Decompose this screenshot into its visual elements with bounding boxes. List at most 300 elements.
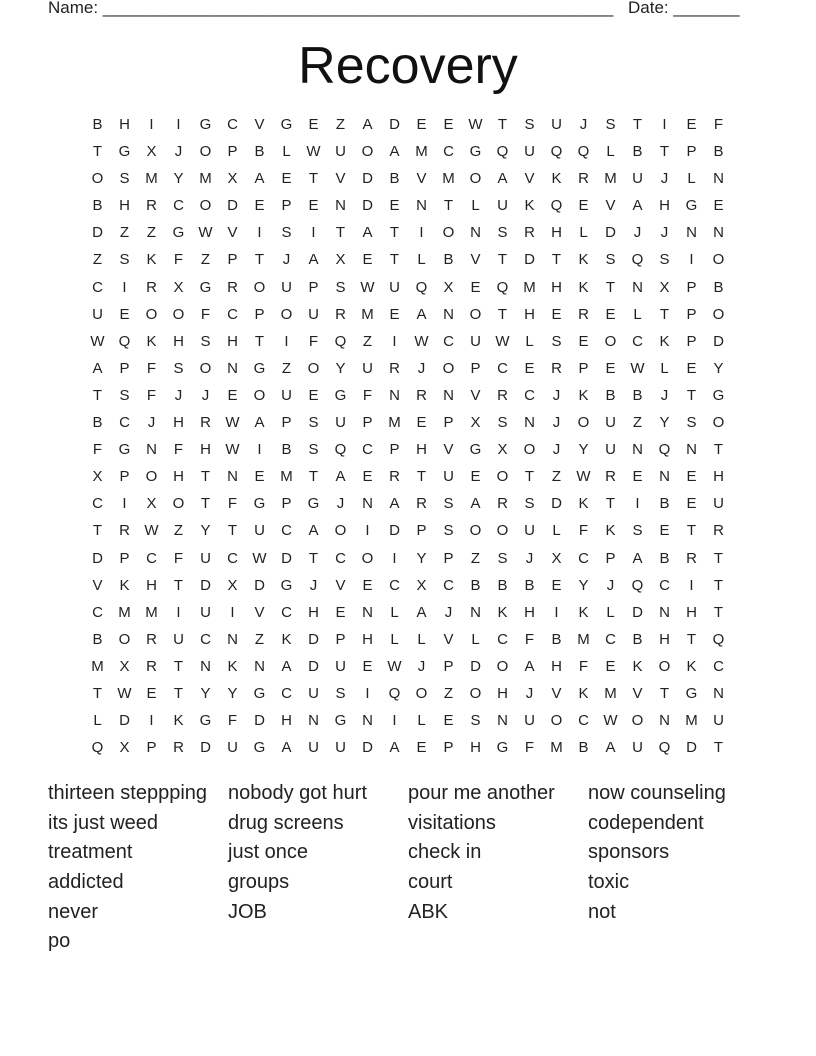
word-list-item: codependent bbox=[588, 811, 704, 834]
grid-letter: G bbox=[253, 359, 266, 377]
grid-letter: T bbox=[497, 251, 508, 269]
grid-letter: T bbox=[335, 224, 346, 242]
grid-letter: E bbox=[362, 468, 373, 486]
grid-letter: O bbox=[172, 495, 185, 513]
grid-letter: F bbox=[200, 305, 211, 323]
grid-letter: T bbox=[713, 549, 724, 567]
grid-letter: A bbox=[497, 170, 508, 188]
grid-letter: H bbox=[551, 224, 562, 242]
grid-letter: O bbox=[442, 224, 455, 242]
grid-letter: O bbox=[496, 468, 509, 486]
grid-letter: K bbox=[551, 170, 562, 188]
grid-letter: O bbox=[496, 657, 509, 675]
grid-letter: C bbox=[524, 386, 535, 404]
grid-letter: R bbox=[119, 522, 130, 540]
grid-letter: I bbox=[284, 332, 289, 350]
grid-letter: C bbox=[92, 495, 103, 513]
grid-letter: E bbox=[416, 739, 427, 757]
grid-letter: T bbox=[659, 143, 670, 161]
grid-letter: T bbox=[605, 278, 616, 296]
grid-letter: O bbox=[631, 712, 644, 730]
grid-letter: S bbox=[200, 332, 211, 350]
grid-letter: N bbox=[227, 468, 238, 486]
grid-letter: I bbox=[149, 712, 154, 730]
grid-letter: P bbox=[443, 549, 454, 567]
grid-letter: Q bbox=[550, 197, 563, 215]
grid-letter: F bbox=[227, 712, 238, 730]
grid-letter: S bbox=[335, 684, 346, 702]
grid-letter: U bbox=[470, 332, 481, 350]
grid-letter: A bbox=[605, 739, 616, 757]
grid-letter: O bbox=[253, 278, 266, 296]
grid-letter: L bbox=[282, 143, 291, 161]
grid-letter: C bbox=[227, 305, 238, 323]
grid-letter: E bbox=[362, 657, 373, 675]
grid-letter: Y bbox=[200, 522, 211, 540]
grid-letter: O bbox=[280, 305, 293, 323]
grid-letter: Q bbox=[631, 251, 644, 269]
grid-letter: S bbox=[173, 359, 184, 377]
grid-letter: Z bbox=[92, 251, 103, 269]
grid-letter: Z bbox=[632, 414, 643, 432]
grid-letter: O bbox=[550, 712, 563, 730]
grid-letter: J bbox=[147, 414, 156, 432]
grid-letter: X bbox=[551, 549, 562, 567]
grid-letter: I bbox=[689, 251, 694, 269]
grid-letter: S bbox=[119, 386, 130, 404]
grid-letter: J bbox=[633, 224, 642, 242]
grid-letter: X bbox=[119, 657, 130, 675]
word-list-item: pour me another bbox=[408, 782, 555, 804]
grid-letter: S bbox=[497, 414, 508, 432]
grid-letter: A bbox=[92, 359, 103, 377]
grid-letter: B bbox=[659, 495, 670, 513]
grid-letter: H bbox=[686, 603, 697, 621]
grid-letter: J bbox=[336, 495, 345, 513]
grid-letter: D bbox=[308, 630, 319, 648]
grid-letter: D bbox=[281, 549, 292, 567]
grid-letter: S bbox=[335, 278, 346, 296]
grid-letter: K bbox=[578, 251, 589, 269]
grid-letter: A bbox=[308, 251, 319, 269]
grid-letter: Z bbox=[551, 468, 562, 486]
grid-letter: O bbox=[469, 522, 482, 540]
grid-letter: E bbox=[119, 305, 130, 323]
grid-letter: K bbox=[659, 332, 670, 350]
grid-letter: X bbox=[146, 495, 157, 513]
grid-letter: W bbox=[198, 224, 213, 242]
grid-letter: C bbox=[578, 549, 589, 567]
grid-letter: E bbox=[443, 116, 454, 133]
grid-letter: R bbox=[551, 359, 562, 377]
grid-letter: W bbox=[306, 143, 321, 161]
grid-letter: F bbox=[308, 332, 319, 350]
grid-letter: M bbox=[415, 143, 428, 161]
grid-letter: D bbox=[362, 197, 373, 215]
grid-letter: I bbox=[365, 522, 370, 540]
grid-letter: C bbox=[200, 630, 211, 648]
grid-letter: Z bbox=[443, 684, 454, 702]
grid-letter: E bbox=[362, 576, 373, 594]
grid-letter: E bbox=[416, 116, 427, 133]
grid-letter: B bbox=[470, 576, 481, 594]
grid-letter: O bbox=[253, 386, 266, 404]
grid-letter: O bbox=[442, 359, 455, 377]
grid-letter: H bbox=[173, 468, 184, 486]
grid-letter: T bbox=[173, 657, 184, 675]
grid-letter: R bbox=[389, 359, 400, 377]
grid-letter: R bbox=[227, 278, 238, 296]
word-list bbox=[48, 779, 768, 957]
grid-letter: V bbox=[470, 386, 481, 404]
grid-letter: X bbox=[659, 278, 670, 296]
grid-letter: C bbox=[92, 278, 103, 296]
grid-letter: G bbox=[253, 739, 266, 757]
grid-letter: P bbox=[362, 414, 373, 432]
grid-letter: P bbox=[443, 414, 454, 432]
grid-letter: K bbox=[578, 603, 589, 621]
grid-letter: V bbox=[551, 684, 562, 702]
grid-letter: J bbox=[309, 576, 318, 594]
grid-letter: K bbox=[281, 630, 292, 648]
grid-letter: A bbox=[416, 305, 427, 323]
grid-letter: T bbox=[254, 251, 265, 269]
grid-letter: B bbox=[713, 143, 724, 161]
grid-letter: J bbox=[552, 441, 561, 459]
grid-letter: P bbox=[686, 278, 697, 296]
grid-letter: B bbox=[632, 630, 643, 648]
grid-letter: N bbox=[362, 712, 373, 730]
word-list-item: toxic bbox=[588, 871, 630, 894]
grid-letter: D bbox=[227, 197, 238, 215]
grid-letter: Q bbox=[631, 576, 644, 594]
word-list-item: check in bbox=[408, 841, 482, 864]
grid-letter: T bbox=[713, 603, 724, 621]
grid-letter: U bbox=[254, 522, 265, 540]
grid-letter: P bbox=[119, 549, 130, 567]
grid-letter: T bbox=[686, 386, 697, 404]
grid-letter: J bbox=[606, 576, 615, 594]
grid-letter: K bbox=[578, 386, 589, 404]
grid-letter: E bbox=[632, 468, 643, 486]
grid-letter: H bbox=[470, 739, 481, 757]
word-list-item: never bbox=[48, 900, 99, 923]
grid-letter: I bbox=[122, 495, 127, 513]
grid-letter: L bbox=[390, 630, 399, 648]
grid-letter: W bbox=[603, 712, 618, 730]
grid-letter: M bbox=[685, 712, 698, 730]
grid-letter: J bbox=[552, 414, 561, 432]
grid-letter: N bbox=[146, 441, 157, 459]
grid-letter: N bbox=[497, 712, 508, 730]
grid-letter: D bbox=[200, 576, 211, 594]
grid-letter: R bbox=[335, 305, 346, 323]
grid-letter: K bbox=[632, 657, 643, 675]
grid-letter: T bbox=[308, 549, 319, 567]
grid-letter: O bbox=[145, 468, 158, 486]
grid-letter: F bbox=[146, 359, 157, 377]
grid-letter: G bbox=[469, 441, 482, 459]
grid-letter: S bbox=[497, 549, 508, 567]
grid-letter: H bbox=[308, 603, 319, 621]
grid-letter: L bbox=[417, 251, 426, 269]
grid-letter: N bbox=[389, 386, 400, 404]
grid-letter: B bbox=[389, 170, 400, 188]
grid-letter: P bbox=[686, 332, 697, 350]
word-list-item: treatment bbox=[48, 841, 133, 864]
grid-letter: K bbox=[578, 495, 589, 513]
grid-letter: U bbox=[524, 522, 535, 540]
grid-letter: O bbox=[415, 684, 428, 702]
grid-letter: S bbox=[686, 414, 697, 432]
grid-letter: I bbox=[257, 224, 262, 242]
grid-letter: X bbox=[92, 468, 103, 486]
grid-letter: S bbox=[119, 251, 130, 269]
grid-letter: O bbox=[199, 197, 212, 215]
grid-letter: A bbox=[632, 549, 643, 567]
grid-letter: D bbox=[551, 495, 562, 513]
grid-letter: M bbox=[145, 170, 158, 188]
grid-letter: I bbox=[392, 712, 397, 730]
grid-letter: B bbox=[578, 739, 589, 757]
grid-letter: N bbox=[686, 441, 697, 459]
grid-letter: T bbox=[659, 305, 670, 323]
grid-letter: U bbox=[335, 657, 346, 675]
grid-letter: Z bbox=[362, 332, 373, 350]
grid-letter: S bbox=[308, 414, 319, 432]
grid-letter: L bbox=[552, 522, 561, 540]
grid-letter: Z bbox=[470, 549, 481, 567]
grid-letter: W bbox=[225, 414, 240, 432]
grid-letter: M bbox=[550, 739, 563, 757]
grid-letter: O bbox=[469, 170, 482, 188]
grid-letter: F bbox=[578, 657, 589, 675]
grid-letter: C bbox=[605, 630, 616, 648]
grid-letter: L bbox=[93, 712, 102, 730]
grid-letter: O bbox=[523, 441, 536, 459]
grid-letter: Q bbox=[577, 143, 590, 161]
grid-letter: O bbox=[172, 305, 185, 323]
grid-letter: Y bbox=[713, 359, 724, 377]
grid-letter: V bbox=[254, 116, 265, 133]
grid-letter: T bbox=[416, 468, 427, 486]
grid-letter: Q bbox=[118, 332, 131, 350]
grid-letter: P bbox=[119, 359, 130, 377]
grid-letter: O bbox=[307, 359, 320, 377]
grid-letter: W bbox=[225, 441, 240, 459]
grid-letter: A bbox=[416, 603, 427, 621]
grid-letter: U bbox=[308, 739, 319, 757]
grid-letter: A bbox=[254, 414, 265, 432]
grid-letter: U bbox=[281, 278, 292, 296]
grid-letter: C bbox=[632, 332, 643, 350]
grid-letter: J bbox=[525, 684, 534, 702]
grid-letter: C bbox=[497, 359, 508, 377]
grid-letter: Y bbox=[335, 359, 346, 377]
grid-letter: U bbox=[227, 739, 238, 757]
grid-letter: K bbox=[119, 576, 130, 594]
word-list-item: ABK bbox=[408, 900, 449, 923]
grid-letter: P bbox=[335, 630, 346, 648]
grid-letter: E bbox=[308, 197, 319, 215]
grid-letter: W bbox=[630, 359, 645, 377]
grid-letter: R bbox=[389, 468, 400, 486]
grid-letter: H bbox=[362, 630, 373, 648]
grid-letter: X bbox=[119, 739, 130, 757]
grid-letter: L bbox=[606, 143, 615, 161]
grid-letter: L bbox=[417, 712, 426, 730]
grid-letter: G bbox=[199, 278, 212, 296]
grid-letter: U bbox=[605, 441, 616, 459]
grid-letter: U bbox=[524, 143, 535, 161]
grid-letter: U bbox=[389, 278, 400, 296]
grid-letter: M bbox=[280, 468, 293, 486]
grid-letter: O bbox=[604, 332, 617, 350]
grid-letter: H bbox=[497, 684, 508, 702]
grid-letter: G bbox=[334, 712, 347, 730]
grid-letter: S bbox=[605, 251, 616, 269]
grid-letter: N bbox=[524, 414, 535, 432]
grid-letter: H bbox=[524, 305, 535, 323]
page-title: Recovery bbox=[298, 37, 518, 95]
word-list-item: visitations bbox=[408, 811, 496, 834]
grid-letter: R bbox=[578, 170, 589, 188]
grid-letter: O bbox=[91, 170, 104, 188]
word-list-item: sponsors bbox=[588, 841, 670, 864]
grid-letter: I bbox=[311, 224, 316, 242]
grid-letter: N bbox=[659, 468, 670, 486]
grid-letter: C bbox=[713, 657, 724, 675]
word-list-item: addicted bbox=[48, 871, 124, 894]
word-list-item: groups bbox=[228, 871, 290, 894]
grid-letter: E bbox=[578, 332, 589, 350]
grid-letter: E bbox=[470, 468, 481, 486]
grid-letter: D bbox=[470, 657, 481, 675]
grid-letter: V bbox=[443, 441, 454, 459]
grid-letter: E bbox=[686, 495, 697, 513]
grid-letter: M bbox=[577, 630, 590, 648]
grid-letter: D bbox=[524, 251, 535, 269]
grid-letter: F bbox=[92, 441, 103, 459]
word-list-item: court bbox=[408, 871, 453, 894]
grid-letter: G bbox=[253, 495, 266, 513]
grid-letter: E bbox=[389, 305, 400, 323]
grid-letter: U bbox=[92, 305, 103, 323]
grid-letter: O bbox=[658, 657, 671, 675]
grid-letter: G bbox=[280, 116, 293, 133]
grid-letter: F bbox=[146, 386, 157, 404]
grid-letter: K bbox=[605, 522, 616, 540]
grid-letter: G bbox=[172, 224, 185, 242]
grid-letter: E bbox=[605, 657, 616, 675]
grid-letter: D bbox=[362, 739, 373, 757]
grid-letter: E bbox=[389, 197, 400, 215]
grid-letter: I bbox=[635, 495, 640, 513]
word-list-item: JOB bbox=[228, 900, 267, 923]
grid-letter: N bbox=[713, 224, 724, 242]
name-field-label: Name: ______________________________________________________ bbox=[48, 0, 614, 17]
grid-letter: G bbox=[199, 712, 212, 730]
grid-letter: G bbox=[712, 386, 725, 404]
grid-letter: U bbox=[551, 116, 562, 133]
grid-letter: I bbox=[662, 116, 667, 133]
grid-letter: T bbox=[443, 197, 454, 215]
grid-letter: T bbox=[200, 495, 211, 513]
grid-letter: Y bbox=[227, 684, 238, 702]
grid-letter: B bbox=[605, 386, 616, 404]
grid-letter: E bbox=[254, 197, 265, 215]
grid-letter: R bbox=[416, 495, 427, 513]
grid-letter: R bbox=[200, 414, 211, 432]
grid-letter: H bbox=[416, 441, 427, 459]
grid-letter: L bbox=[579, 224, 588, 242]
grid-letter: D bbox=[605, 224, 616, 242]
grid-letter: I bbox=[392, 549, 397, 567]
grid-letter: C bbox=[227, 549, 238, 567]
grid-letter: X bbox=[470, 414, 481, 432]
grid-letter: G bbox=[496, 739, 509, 757]
grid-letter: N bbox=[200, 657, 211, 675]
grid-letter: E bbox=[524, 359, 535, 377]
grid-letter: R bbox=[605, 468, 616, 486]
grid-letter: E bbox=[416, 414, 427, 432]
grid-letter: R bbox=[524, 224, 535, 242]
grid-letter: V bbox=[227, 224, 238, 242]
grid-letter: J bbox=[444, 603, 453, 621]
grid-letter: Z bbox=[254, 630, 265, 648]
grid-letter: P bbox=[605, 549, 616, 567]
grid-letter: P bbox=[254, 305, 265, 323]
grid-letter: P bbox=[578, 359, 589, 377]
grid-letter: B bbox=[551, 630, 562, 648]
grid-letter: M bbox=[91, 657, 104, 675]
grid-letter: T bbox=[497, 116, 508, 133]
grid-letter: P bbox=[281, 495, 292, 513]
grid-letter: A bbox=[524, 657, 535, 675]
grid-letter: J bbox=[417, 359, 426, 377]
grid-letter: P bbox=[119, 468, 130, 486]
grid-letter: T bbox=[92, 143, 103, 161]
grid-letter: D bbox=[308, 657, 319, 675]
grid-letter: O bbox=[712, 414, 725, 432]
grid-letter: Q bbox=[334, 332, 347, 350]
grid-letter: J bbox=[417, 657, 426, 675]
grid-letter: E bbox=[335, 603, 346, 621]
grid-letter: T bbox=[308, 468, 319, 486]
grid-letter: K bbox=[686, 657, 697, 675]
word-search-grid bbox=[84, 111, 732, 761]
grid-letter: X bbox=[416, 576, 427, 594]
grid-letter: V bbox=[632, 684, 643, 702]
grid-letter: S bbox=[443, 495, 454, 513]
grid-letter: Z bbox=[335, 116, 346, 133]
grid-letter: A bbox=[254, 170, 265, 188]
grid-letter: H bbox=[659, 630, 670, 648]
grid-letter: D bbox=[92, 224, 103, 242]
grid-letter: H bbox=[119, 197, 130, 215]
grid-letter: U bbox=[443, 468, 454, 486]
grid-letter: L bbox=[660, 359, 669, 377]
grid-letter: D bbox=[254, 576, 265, 594]
grid-letter: N bbox=[632, 278, 643, 296]
grid-letter: M bbox=[118, 603, 131, 621]
grid-letter: A bbox=[362, 224, 373, 242]
grid-letter: F bbox=[362, 386, 373, 404]
grid-letter: Q bbox=[496, 143, 509, 161]
grid-letter: W bbox=[117, 684, 132, 702]
grid-letter: N bbox=[632, 441, 643, 459]
grid-letter: A bbox=[335, 468, 346, 486]
